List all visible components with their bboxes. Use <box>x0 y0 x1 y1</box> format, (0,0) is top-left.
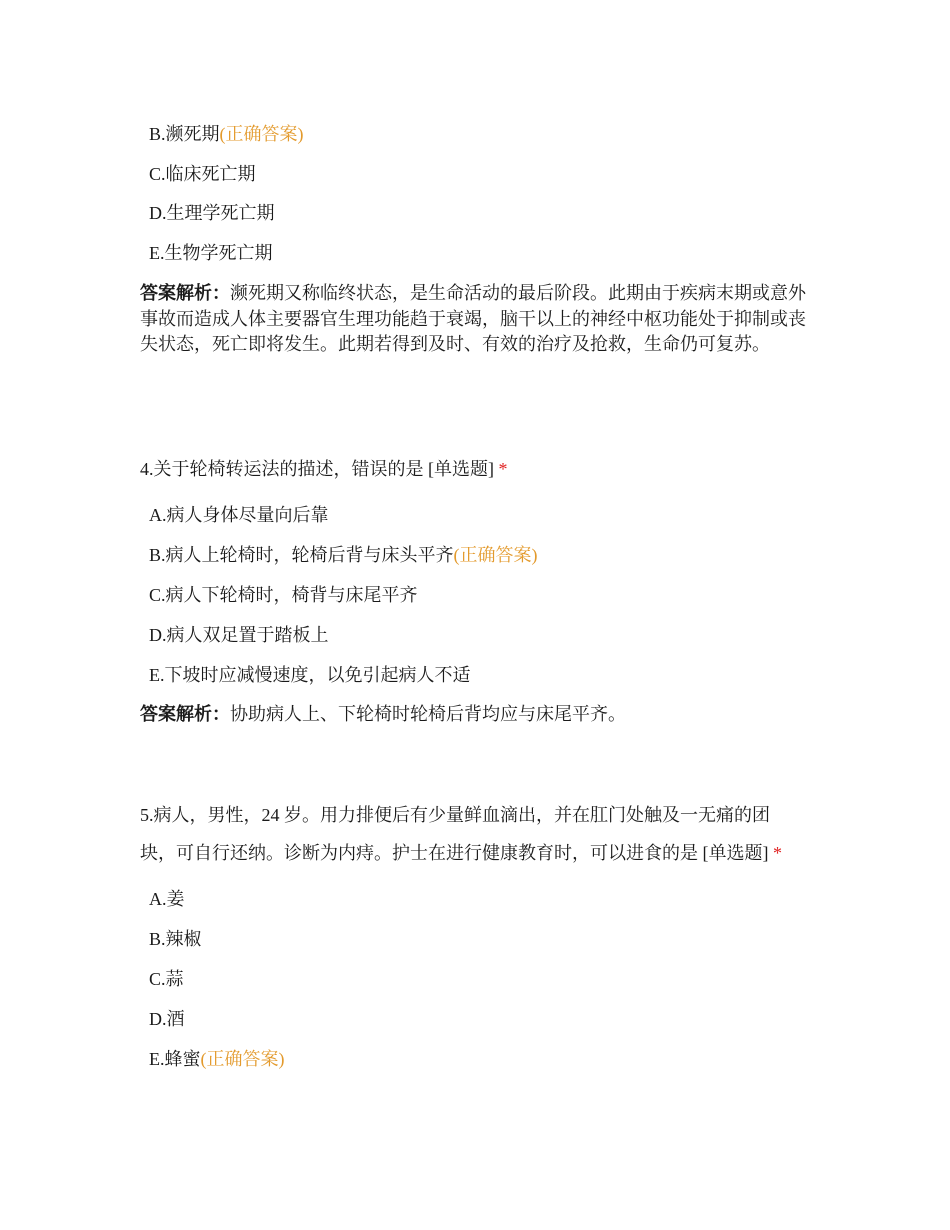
question-text: 5.病人，男性，24 岁。用力排便后有少量鲜血滴出，并在肛门处触及一无痛的团 <box>140 805 770 825</box>
analysis-text: 濒死期又称临终状态，是生命活动的最后阶段。此期由于疾病末期或意外事故而造成人体主要器官生理功能趋于衰竭，脑干以上的神经中枢功能处于抑制或丧失状态，死亡即将发生。此期若得到及时、有效的治疗及抢救，生命仍可复苏。 <box>140 283 806 354</box>
option-q5-c[interactable] <box>149 967 184 991</box>
option-q4-e[interactable] <box>149 663 471 687</box>
option-label: C.蒜 <box>149 969 184 989</box>
option-q3-c[interactable] <box>149 162 256 186</box>
option-label: B.病人上轮椅时，轮椅后背与床头平齐 <box>149 545 454 565</box>
analysis-label: 答案解析： <box>140 704 230 724</box>
question-5-title-line1 <box>140 803 770 827</box>
option-label: D.酒 <box>149 1009 185 1029</box>
option-label: E.生物学死亡期 <box>149 243 273 263</box>
question-4-title <box>140 457 508 481</box>
option-q3-b[interactable] <box>149 122 304 146</box>
analysis-text: 协助病人上、下轮椅时轮椅后背均应与床尾平齐。 <box>230 704 626 724</box>
option-label: B.辣椒 <box>149 929 202 949</box>
correct-answer-tag: (正确答案) <box>453 545 538 565</box>
option-label: D.生理学死亡期 <box>149 203 275 223</box>
option-q5-a[interactable] <box>149 887 185 911</box>
option-label: B.濒死期 <box>149 124 220 144</box>
option-q5-d[interactable] <box>149 1007 185 1031</box>
option-q4-d[interactable] <box>149 623 329 647</box>
option-q4-a[interactable] <box>149 503 329 527</box>
option-label: E.下坡时应减慢速度，以免引起病人不适 <box>149 665 471 685</box>
option-q5-e[interactable] <box>149 1047 285 1071</box>
option-label: A.病人身体尽量向后靠 <box>149 505 329 525</box>
answer-analysis-q4 <box>140 702 820 728</box>
answer-analysis-q3 <box>140 281 820 358</box>
option-q3-d[interactable] <box>149 201 275 225</box>
option-label: C.病人下轮椅时，椅背与床尾平齐 <box>149 585 418 605</box>
question-text: 4.关于轮椅转运法的描述，错误的是 [单选题] <box>140 459 494 479</box>
correct-answer-tag: (正确答案) <box>219 124 304 144</box>
option-label: E.蜂蜜 <box>149 1049 201 1069</box>
option-label: A.姜 <box>149 889 185 909</box>
required-mark: * <box>498 459 508 479</box>
option-label: C.临床死亡期 <box>149 164 256 184</box>
analysis-label: 答案解析： <box>140 283 230 303</box>
option-label: D.病人双足置于踏板上 <box>149 625 329 645</box>
question-text: 块，可自行还纳。诊断为内痔。护士在进行健康教育时，可以进食的是 [单选题] <box>140 843 769 863</box>
option-q4-c[interactable] <box>149 583 418 607</box>
option-q3-e[interactable] <box>149 241 273 265</box>
correct-answer-tag: (正确答案) <box>200 1049 285 1069</box>
option-q4-b[interactable] <box>149 543 538 567</box>
question-5-title-line2 <box>140 841 782 865</box>
option-q5-b[interactable] <box>149 927 202 951</box>
required-mark: * <box>773 843 782 863</box>
